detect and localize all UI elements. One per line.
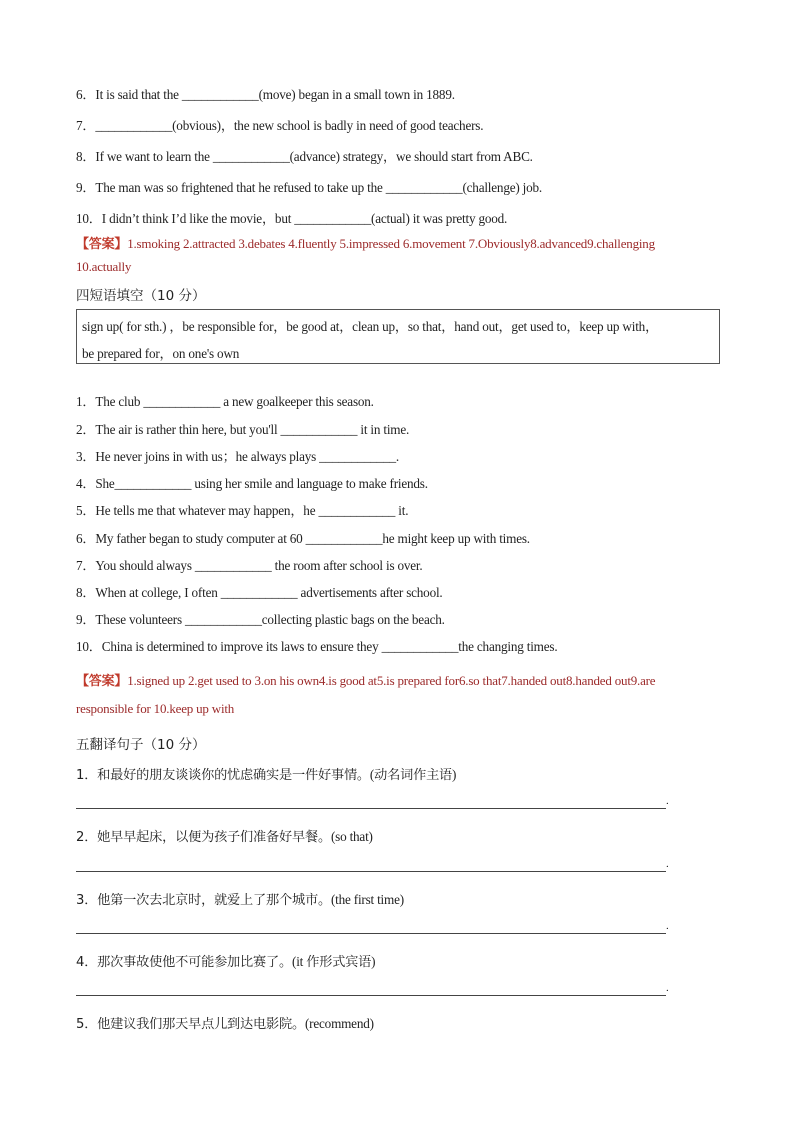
answer-line-4[interactable] [76,995,666,996]
s4-item-3: 3．He never joins in with us；he always plays ____________. [76,449,400,464]
s5-item-3 [76,889,404,908]
s3-answer-line1: 1.smoking 2.attracted 3.debates 4.fluently 5.impressed 6.movement 7.Obviously8.advanced9.challenging [127,236,655,251]
s5-heading: 五翻译句子（10 分） [76,737,206,753]
s3-answer [76,233,655,252]
s4-item-2: 2．The air is rather thin here, but you'll ____________ it in time. [76,422,410,437]
s3-item-8: 8．If we want to learn the ____________(advance) strategy，we should start from ABC. [76,149,533,164]
phrase-box-line2: be prepared for，on one's own [82,346,240,361]
s4-item-7: 7．You should always ____________ the room after school is over. [76,558,423,573]
s4-answer-line1: 1.signed up 2.get used to 3.on his own4.is good at5.is prepared for6.so that7.handed out8.handed out9.are [127,673,656,688]
s4-answer-line2: responsible for 10.keep up with [76,701,235,716]
line-end-3: . [666,920,669,932]
phrase-box [76,309,720,364]
line-end-4: . [666,982,669,994]
s5-item-5 [76,1013,374,1032]
s4-item-8: 8．When at college, I often ____________ advertisements after school. [76,585,443,600]
answer-line-1[interactable] [76,808,666,809]
answer-line-2[interactable] [76,871,666,872]
s4-item-9: 9．These volunteers ____________collecting plastic bags on the beach. [76,612,445,627]
s3-item-10: 10．I didn’t think I’d like the movie，but ____________(actual) it was pretty good. [76,211,508,226]
line-end-2: . [666,858,669,870]
line-end-1: . [666,795,669,807]
s5-item-5-hint: (recommend) [304,1016,374,1031]
s3-item-9: 9．The man was so frightened that he refused to take up the ____________(challenge) job. [76,180,543,195]
s3-item-7: 7．____________(obvious)，the new school is badly in need of good teachers. [76,118,484,133]
answer-tag: 【答案】 [76,674,128,689]
s4-item-4: 4．She____________ using her smile and language to make friends. [76,476,428,491]
s4-item-1: 1．The club ____________ a new goalkeeper this season. [76,394,374,409]
s4-item-5: 5．He tells me that whatever may happen，he ____________ it. [76,503,409,518]
s5-item-2-text: 2．她早早起床，以便为孩子们准备好早餐。 [76,830,331,845]
s4-answer [76,670,655,689]
s5-item-5-text: 5．他建议我们那天早点儿到达电影院。 [76,1017,305,1032]
answer-line-3[interactable] [76,933,666,934]
s5-item-4-text: 4．那次事故使他不可能参加比赛了。 [76,955,292,970]
s5-item-4 [76,951,375,970]
s5-item-3-text: 3．他第一次去北京时，就爱上了那个城市。 [76,893,331,908]
phrase-box-line1: sign up( for sth.) ，be responsible for，be good at，clean up，so that，hand out，get used to，keep up with， [82,319,659,334]
s3-item-6: 6．It is said that the ____________(move) began in a small town in 1889. [76,87,455,102]
s5-item-1-text: 1．和最好的朋友谈谈你的忧虑确实是一件好事情。 [76,768,370,783]
answer-tag: 【答案】 [76,237,128,252]
s4-heading: 四短语填空（10 分） [76,288,206,304]
s3-answer-line2: 10.actually [76,259,132,274]
s5-item-3-hint: (the first time) [330,892,404,907]
s5-item-4-hint: (it 作形式宾语) [292,954,376,969]
s5-item-2 [76,826,373,845]
s5-item-1-hint: (动名词作主语) [369,767,457,782]
s4-item-6: 6．My father began to study computer at 60 ____________he might keep up with times. [76,531,530,546]
s4-item-10: 10．China is determined to improve its laws to ensure they ____________the changing times. [76,639,558,654]
s5-item-2-hint: (so that) [330,829,373,844]
s5-item-1 [76,764,456,783]
